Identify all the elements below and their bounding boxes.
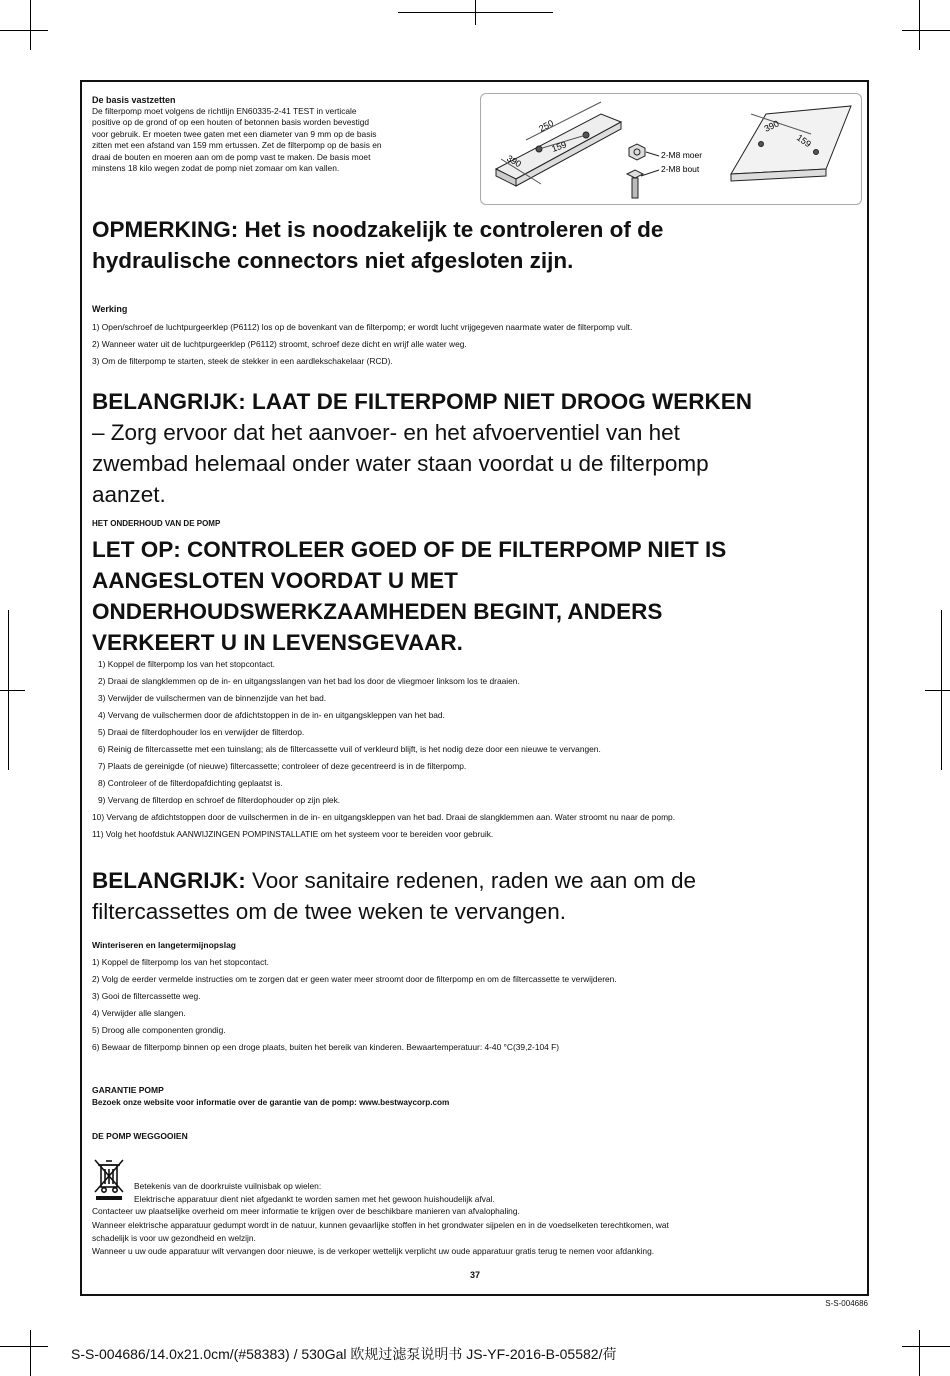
crop-mark xyxy=(0,690,25,691)
hygiene-rest: Voor sanitaire redenen, raden we aan om de xyxy=(245,868,697,893)
disposal-line: Contacteer uw plaatselijke overheid om meer informatie te krijgen over de beschikbare manieren van afvalophaling. xyxy=(92,1206,520,1216)
winter-item: 5) Droog alle componenten grondig. xyxy=(92,1025,226,1035)
disposal-line: schadelijk is voor uw gezondheid en welzijn. xyxy=(92,1233,256,1243)
disposal-line: Wanneer u uw oude apparatuur wilt vervangen door nieuwe, is de verkoper wettelijk verplicht uw oude apparatuur gratis terug te nemen voor afdanking. xyxy=(92,1246,655,1256)
crop-mark xyxy=(30,0,31,50)
hygiene-note xyxy=(92,865,862,927)
hygiene-line-2: filtercassettes om de twee weken te vervangen. xyxy=(92,899,566,924)
base-line: minstens 18 kilo wegen zodat de pomp niet zomaar om kan vallen. xyxy=(92,163,340,174)
maintenance-item: 7) Plaats de gereinigde (of nieuwe) filtercassette; controleer of deze gecentreerd is in de filterpomp. xyxy=(98,761,467,771)
werking-item: 1) Open/schroef de luchtpurgeerklep (P6112) los op de bovenkant van de filterpomp; er wordt lucht vrijgegeven naarmate water de filterpomp vult. xyxy=(92,322,633,332)
dry-run-bold: BELANGRIJK: LAAT DE FILTERPOMP NIET DROOG WERKEN xyxy=(92,389,753,414)
crop-mark xyxy=(30,1330,31,1376)
nut-label: 2-M8 moer xyxy=(661,150,703,160)
base-diagram-drawing xyxy=(481,94,861,204)
maintenance-item: 5) Draai de filterdophouder los en verwijder de filterdop. xyxy=(98,727,305,737)
dim-159: 159 xyxy=(550,139,568,154)
base-diagram xyxy=(480,93,862,205)
maintenance-item: 11) Volg het hoofdstuk AANWIJZINGEN POMPINSTALLATIE om het systeem voor te bereiden voor gebruik. xyxy=(92,829,494,839)
disposal-line: Wanneer elektrische apparatuur gedumpt wordt in de natuur, kunnen gevaarlijke stoffen in het grondwater sijpelen en in de voedselketen terechtkomen, wat xyxy=(92,1220,669,1230)
crop-mark xyxy=(919,1330,920,1376)
base-line: positive op de grond of op een houten of betonnen basis worden bevestigd xyxy=(92,117,370,128)
note-heading xyxy=(92,214,852,276)
winter-item: 3) Gooi de filtercassette weg. xyxy=(92,991,201,1001)
winter-item: 6) Bewaar de filterpomp binnen op een droge plaats, buiten het bereik van kinderen. Bewaartemperatuur: 4-40 °C(39,2-104 F) xyxy=(92,1042,560,1052)
manual-page xyxy=(80,80,869,1296)
base-line: De filterpomp moet volgens de richtlijn EN60335-2-41 TEST in verticale xyxy=(92,106,357,116)
warranty-title: GARANTIE POMP xyxy=(92,1085,164,1095)
note-line: hydraulische connectors niet afgesloten zijn. xyxy=(92,248,574,273)
winter-item: 4) Verwijder alle slangen. xyxy=(92,1008,186,1018)
dry-run-line: – Zorg ervoor dat het aanvoer- en het afvoerventiel van het xyxy=(92,420,680,445)
note-line: OPMERKING: Het is noodzakelijk te controleren of de xyxy=(92,217,664,242)
bolt-label: 2-M8 bout xyxy=(661,164,700,174)
disposal-title: DE POMP WEGGOOIEN xyxy=(92,1131,188,1141)
werking-item: 2) Wanneer water uit de luchtpurgeerklep (P6112) stroomt, schroef deze dicht en wrijf alle water weg. xyxy=(92,339,467,349)
base-text xyxy=(92,106,472,174)
maintenance-item: 1) Koppel de filterpomp los van het stopcontact. xyxy=(98,659,275,669)
winter-item: 1) Koppel de filterpomp los van het stopcontact. xyxy=(92,957,269,967)
winter-title: Winteriseren en langetermijnopslag xyxy=(92,940,236,950)
crop-mark xyxy=(925,690,950,691)
base-title: De basis vastzetten xyxy=(92,95,176,105)
maintenance-warning-line: VERKEERT U IN LEVENSGEVAAR. xyxy=(92,630,463,655)
maintenance-item: 9) Vervang de filterdop en schroef de filterdophouder op zijn plek. xyxy=(98,795,341,805)
maintenance-warning-line: LET OP: CONTROLEER GOED OF DE FILTERPOMP NIET IS xyxy=(92,537,727,562)
dim-250: 250 xyxy=(537,117,556,134)
base-line: draai de bouten en moeren aan om de pomp vast te maken. De basis moet xyxy=(92,151,371,162)
maintenance-title: HET ONDERHOUD VAN DE POMP xyxy=(92,519,221,528)
warranty-text: Bezoek onze website voor informatie over de garantie van de pomp: www.bestwaycorp.com xyxy=(92,1098,450,1107)
document-id: S-S-004686 xyxy=(825,1299,868,1308)
dry-run-warning xyxy=(92,386,862,510)
crop-mark xyxy=(475,0,476,25)
maintenance-item: 10) Vervang de afdichtstoppen door de vuilschermen in de in- en uitgangskleppen van het bad. Draai de slangklemmen aan. Water stroomt nu naar de pomp. xyxy=(92,812,676,822)
maintenance-item: 3) Verwijder de vuilschermen van de binnenzijde van het bad. xyxy=(98,693,327,703)
page-number: 37 xyxy=(470,1270,481,1280)
slab-dim-159: 159 xyxy=(794,132,813,150)
crop-mark xyxy=(0,30,48,31)
crop-mark xyxy=(919,0,920,50)
winter-item: 2) Volg de eerder vermelde instructies om te zorgen dat er geen water meer stroomt door de filterpomp en om de filtercassette te verwijderen. xyxy=(92,974,617,984)
werking-item: 3) Om de filterpomp te starten, steek de stekker in een aardlekschakelaar (RCD). xyxy=(92,356,393,366)
hygiene-bold: BELANGRIJK: xyxy=(92,868,246,893)
maintenance-warning-line: AANGESLOTEN VOORDAT U MET xyxy=(92,568,458,593)
maintenance-item: 8) Controleer of de filterdopafdichting geplaatst is. xyxy=(98,778,283,788)
hygiene-line xyxy=(92,865,862,896)
werking-title: Werking xyxy=(92,304,128,314)
maintenance-item: 2) Draai de slangklemmen op de in- en uitgangsslangen van het bad los door de vliegmoer linksom los te draaien. xyxy=(98,676,520,686)
maintenance-item: 6) Reinig de filtercassette met een tuinslang; als de filtercassette vuil of verkleurd blijft, is het nodig deze door een nieuwe te vervangen. xyxy=(98,744,601,754)
crop-mark xyxy=(0,1346,48,1347)
disposal-line: Betekenis van de doorkruiste vuilnisbak op wielen: xyxy=(134,1181,322,1191)
crop-mark xyxy=(902,1346,950,1347)
dry-run-line: zwembad helemaal onder water staan voordat u de filterpomp xyxy=(92,451,709,476)
dim-390: 390 xyxy=(505,153,524,170)
print-footer: S-S-004686/14.0x21.0cm/(#58383) / 530Gal 欧规过滤泵说明书 JS-YF-2016-B-05582/荷 xyxy=(71,1346,617,1362)
disposal-line: Elektrische apparatuur dient niet afgedankt te worden samen met het gewoon huishoudelijk afval. xyxy=(134,1194,495,1204)
dry-run-line: aanzet. xyxy=(92,482,166,507)
maintenance-warning-line: ONDERHOUDSWERKZAAMHEDEN BEGINT, ANDERS xyxy=(92,599,663,624)
slab-dim-390: 390 xyxy=(762,118,781,134)
base-line: zitten met een afstand van 159 mm ertussen. Zet de filterpomp op de basis en xyxy=(92,140,382,151)
base-line: voor gebruik. Er moeten twee gaten met een diameter van 9 mm op de basis xyxy=(92,128,377,139)
crop-mark xyxy=(902,30,950,31)
maintenance-item: 4) Vervang de vuilschermen door de afdichtstoppen in de in- en uitgangskleppen van het bad. xyxy=(98,710,445,720)
maintenance-warning xyxy=(92,534,862,658)
crossed-bin-icon xyxy=(92,1157,126,1201)
